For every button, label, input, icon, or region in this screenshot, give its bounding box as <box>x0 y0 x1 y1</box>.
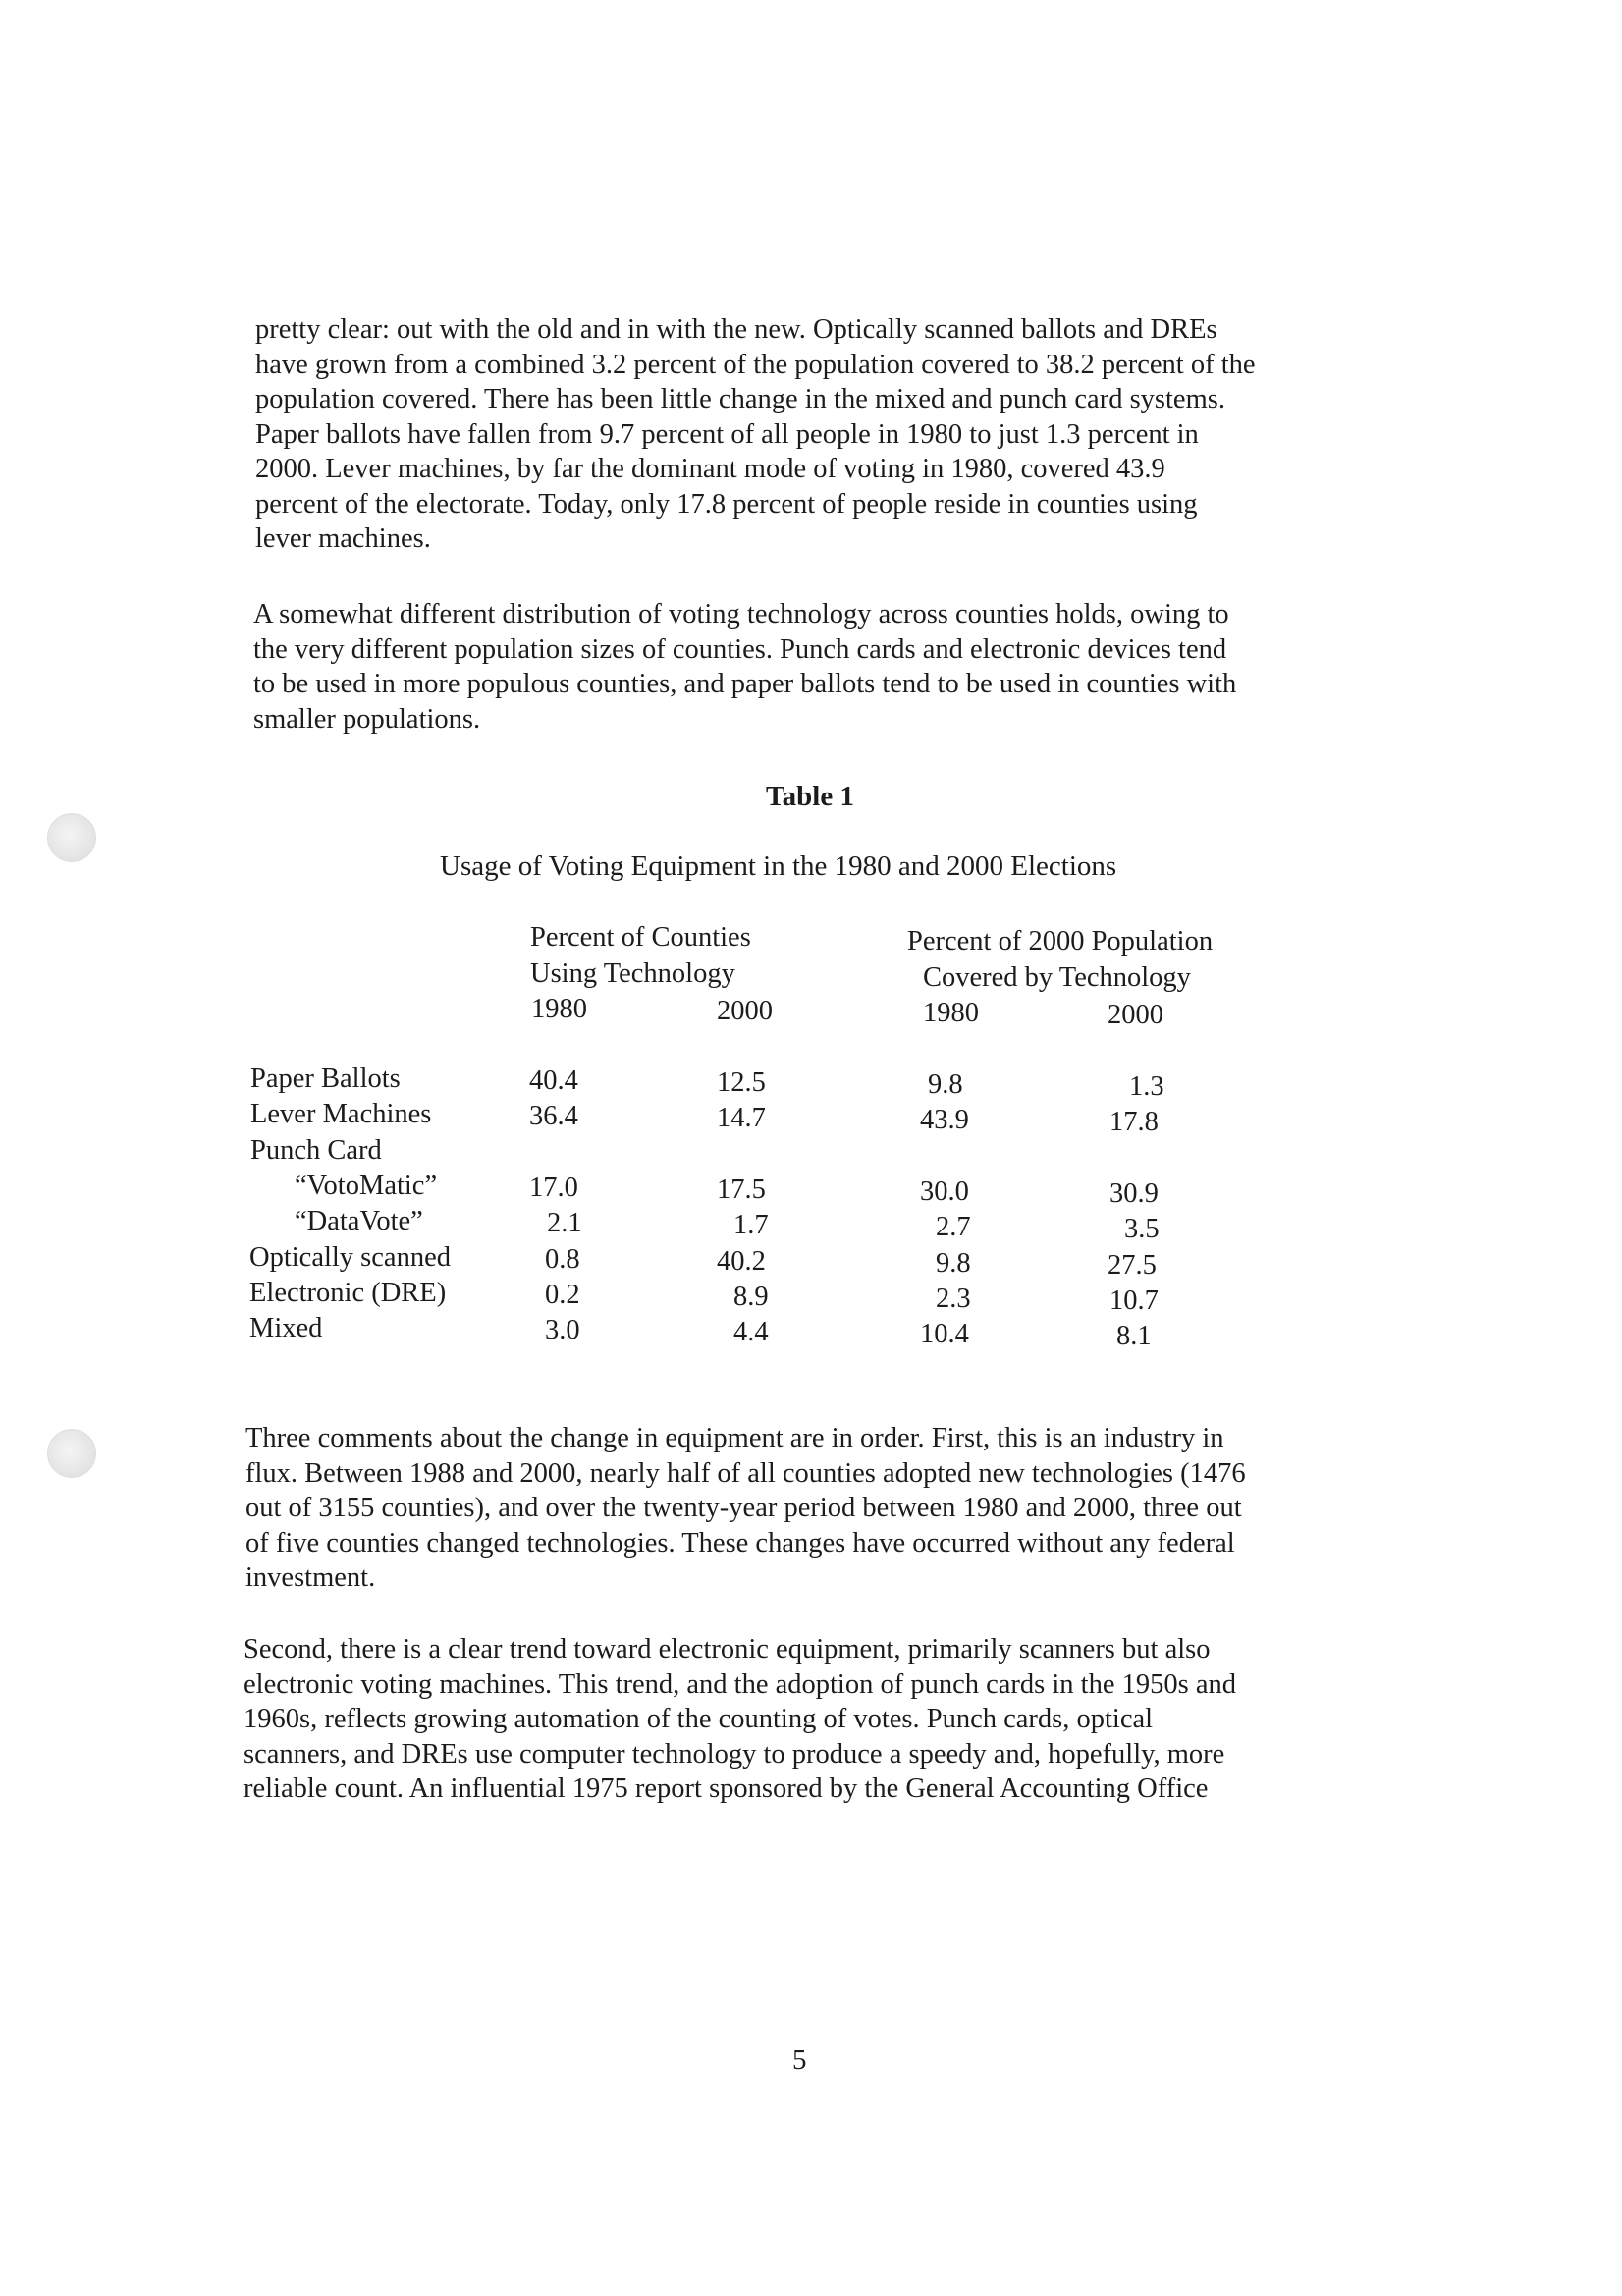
text-line: 2000. Lever machines, by far the dominant mode of voting in 1980, covered 43.9 <box>255 454 1165 484</box>
text-line: flux. Between 1988 and 2000, nearly half of all counties adopted new technologies (1476 <box>245 1457 1246 1489</box>
punch-hole-bottom <box>47 1429 96 1478</box>
table-cell: 27.5 <box>1108 1250 1157 1281</box>
table-cell: 9.8 <box>928 1069 963 1100</box>
text-line: Second, there is a clear trend toward electronic equipment, primarily scanners but also <box>243 1634 1211 1665</box>
punch-hole-top <box>47 813 96 862</box>
paragraph-voting-trends <box>255 312 1384 557</box>
paragraph-three-comments <box>245 1421 1384 1596</box>
text-line: to be used in more populous counties, and paper ballots tend to be used in counties with <box>253 669 1237 699</box>
table-cell: 2.3 <box>936 1284 971 1314</box>
table-cell: 1.3 <box>1129 1071 1164 1102</box>
table-cell: 2.7 <box>936 1212 971 1242</box>
text-line: of five counties changed technologies. These changes have occurred without any federal <box>245 1527 1235 1558</box>
row-label: Electronic (DRE) <box>249 1278 447 1308</box>
table-cell: 4.4 <box>733 1317 769 1347</box>
table-cell: 1.7 <box>733 1210 769 1240</box>
table-cell: 9.8 <box>936 1248 971 1279</box>
column-group-header-counties: Using Technology <box>530 958 735 989</box>
table-cell: 2.1 <box>547 1208 582 1238</box>
column-header-year: 1980 <box>923 998 979 1028</box>
table-cell: 30.9 <box>1109 1178 1159 1209</box>
table-heading: Table 1 <box>766 781 854 812</box>
text-line: investment. <box>245 1562 376 1593</box>
row-label: Lever Machines <box>250 1099 432 1129</box>
column-group-header-counties: Percent of Counties <box>530 922 751 953</box>
text-line: 1960s, reflects growing automation of the counting of votes. Punch cards, optical <box>243 1704 1154 1734</box>
table-cell: 0.2 <box>545 1280 580 1310</box>
paragraph-distribution <box>253 597 1382 737</box>
row-label: “VotoMatic” <box>295 1171 438 1201</box>
column-group-header-population: Covered by Technology <box>923 962 1191 993</box>
text-line: scanners, and DREs use computer technology to produce a speedy and, hopefully, more <box>243 1738 1225 1770</box>
table-cell: 40.4 <box>529 1066 578 1096</box>
text-line: electronic voting machines. This trend, and the adoption of punch cards in the 1950s and <box>243 1668 1236 1700</box>
table-cell: 3.5 <box>1124 1214 1160 1244</box>
text-line: A somewhat different distribution of voting technology across counties holds, owing to <box>253 599 1229 629</box>
text-line: lever machines. <box>255 523 431 554</box>
table-cell: 0.8 <box>545 1244 580 1275</box>
table-cell: 14.7 <box>717 1103 766 1133</box>
table-caption: Usage of Voting Equipment in the 1980 and 2000 Elections <box>440 850 1117 882</box>
table-cell: 17.8 <box>1109 1107 1159 1137</box>
row-label: “DataVote” <box>295 1206 423 1236</box>
row-label: Optically scanned <box>249 1242 451 1273</box>
table-cell: 17.5 <box>717 1175 766 1205</box>
table-cell: 17.0 <box>529 1173 578 1203</box>
text-line: smaller populations. <box>253 703 481 735</box>
text-line: population covered. There has been little change in the mixed and punch card systems. <box>255 384 1225 414</box>
column-header-year: 2000 <box>1108 1000 1163 1030</box>
text-line: percent of the electorate. Today, only 17.8 percent of people reside in counties using <box>255 488 1198 519</box>
row-label-group: Punch Card <box>250 1135 382 1166</box>
column-header-year: 1980 <box>531 994 587 1024</box>
table-cell: 36.4 <box>529 1101 578 1131</box>
text-line: Three comments about the change in equipment are in order. First, this is an industry in <box>245 1423 1224 1453</box>
text-line: out of 3155 counties), and over the twenty-year period between 1980 and 2000, three out <box>245 1493 1242 1523</box>
table-cell: 40.2 <box>717 1246 766 1277</box>
row-label: Paper Ballots <box>250 1064 401 1094</box>
text-line: reliable count. An influential 1975 report sponsored by the General Accounting Office <box>243 1774 1209 1804</box>
table-cell: 10.4 <box>920 1319 969 1349</box>
page-number: 5 <box>792 2045 807 2076</box>
table-cell: 43.9 <box>920 1105 969 1135</box>
text-line: pretty clear: out with the old and in with the new. Optically scanned ballots and DREs <box>255 314 1217 345</box>
text-line: the very different population sizes of counties. Punch cards and electronic devices tend <box>253 633 1227 665</box>
table-cell: 8.9 <box>733 1282 769 1312</box>
table-cell: 30.0 <box>920 1176 969 1207</box>
paragraph-electronic-trend <box>243 1632 1382 1807</box>
column-header-year: 2000 <box>717 996 773 1026</box>
text-line: have grown from a combined 3.2 percent of the population covered to 38.2 percent of the <box>255 349 1256 380</box>
table-cell: 8.1 <box>1116 1321 1152 1351</box>
row-label: Mixed <box>249 1313 323 1343</box>
column-group-header-population: Percent of 2000 Population <box>907 926 1214 957</box>
table-cell: 3.0 <box>545 1315 580 1345</box>
table-cell: 10.7 <box>1109 1285 1159 1316</box>
table-cell: 12.5 <box>717 1067 766 1098</box>
text-line: Paper ballots have fallen from 9.7 percent of all people in 1980 to just 1.3 percent in <box>255 418 1199 450</box>
